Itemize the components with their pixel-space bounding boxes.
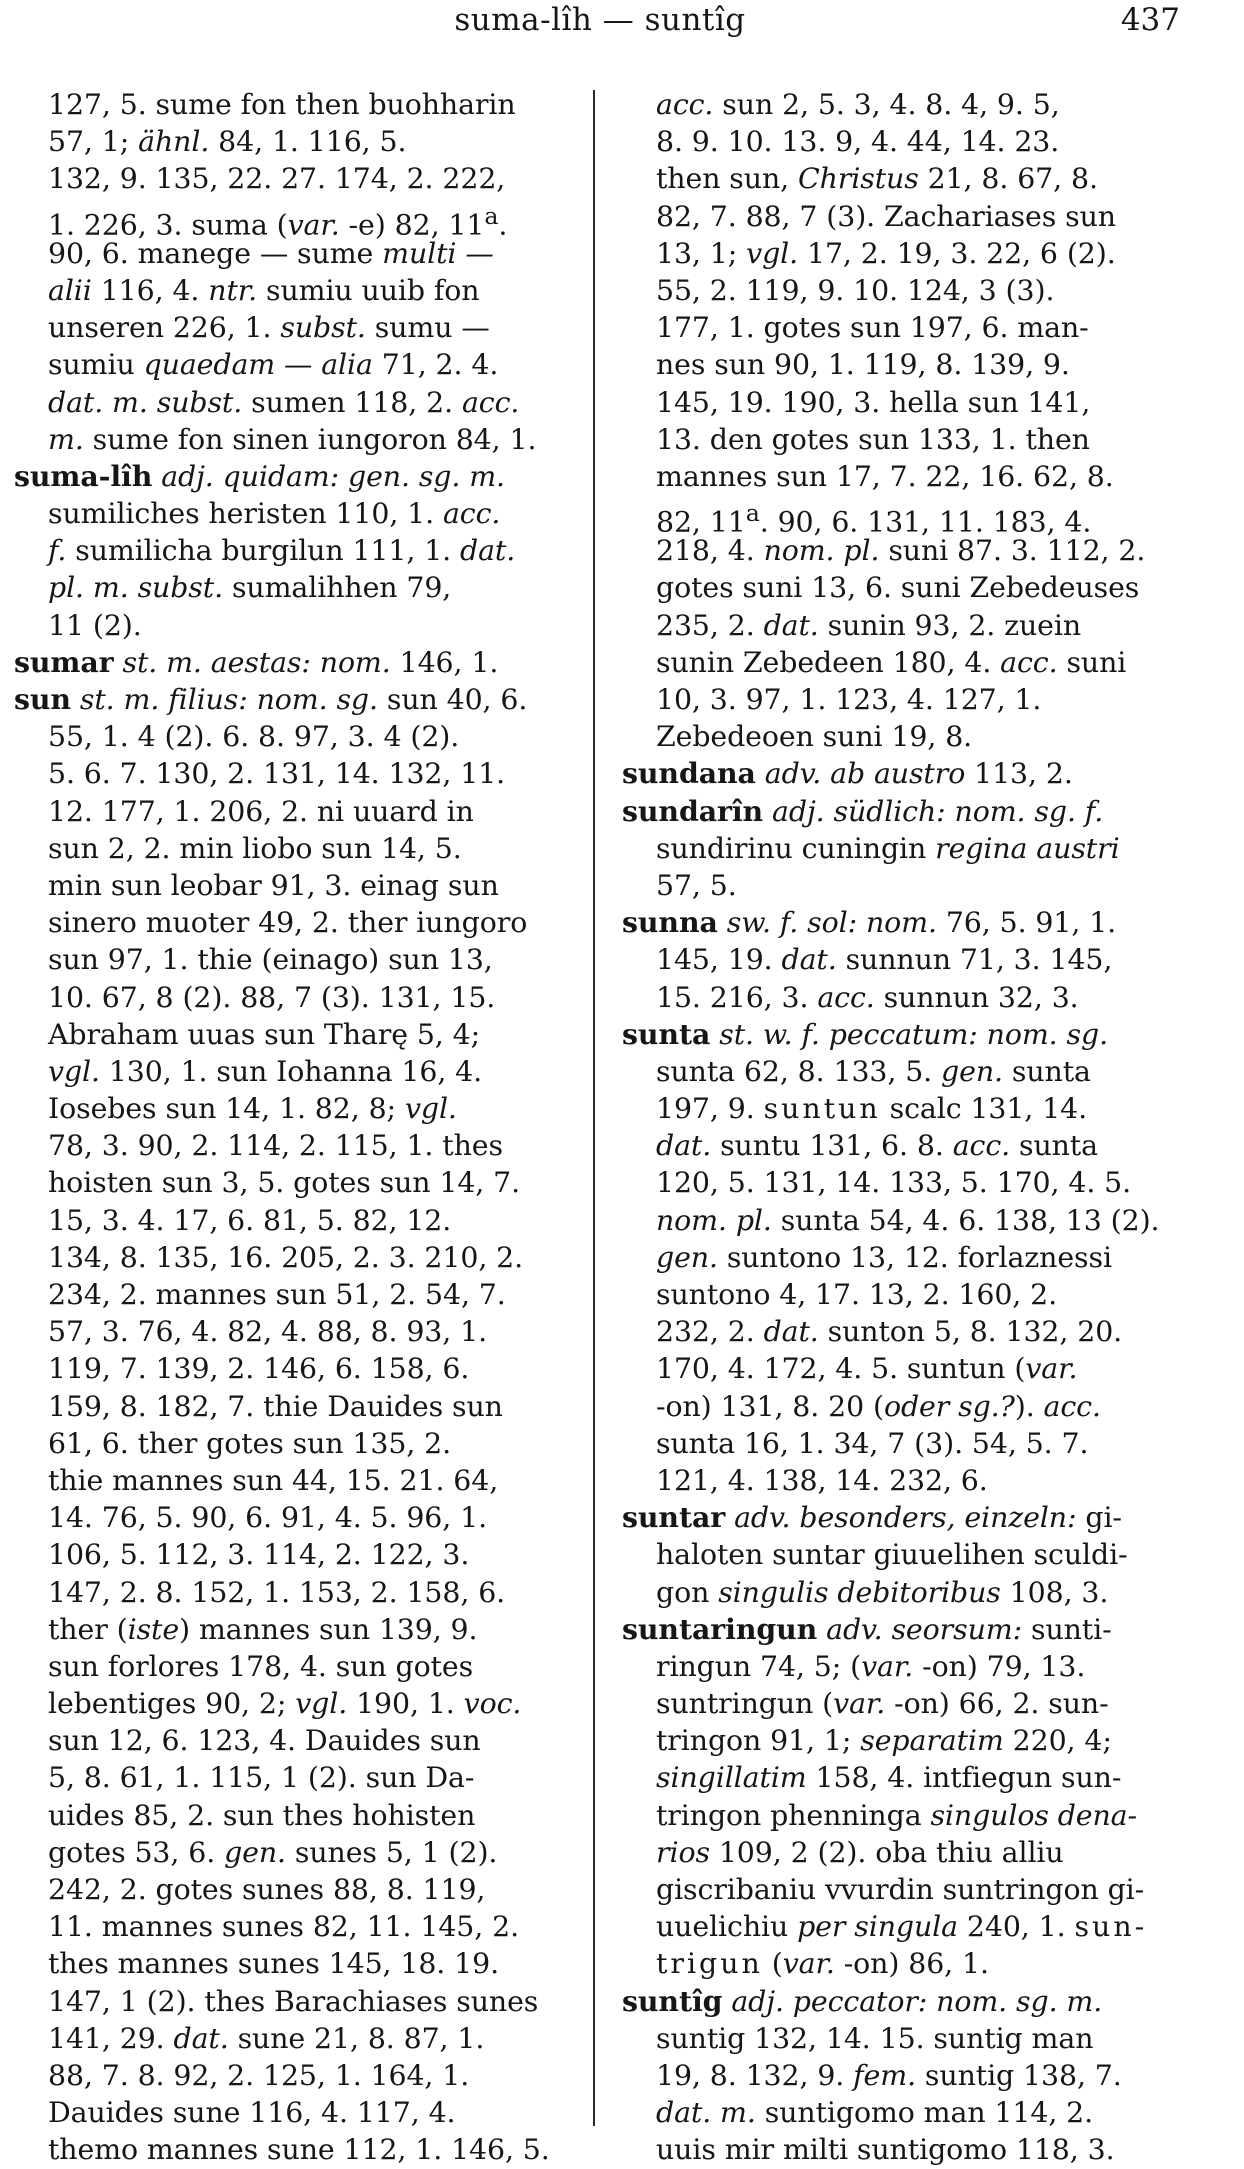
entry-line: 12. 177, 1. 206, 2. ni uuard in	[48, 794, 474, 828]
entry-line: Abraham uuas sun Tharę 5, 4;	[48, 1017, 481, 1051]
entry-line: 170, 4. 172, 4. 5. suntun (var.	[656, 1352, 1078, 1386]
entry-line: 8. 9. 10. 13. 9, 4. 44, 14. 23.	[656, 125, 1060, 159]
entry-line: 55, 2. 119, 9. 10. 124, 3 (3).	[656, 273, 1055, 307]
entry-line: min sun leobar 91, 3. einag sun	[48, 868, 499, 902]
entry-line: Zebedeoen suni 19, 8.	[656, 720, 973, 754]
entry-line: 90, 6. manege — sume multi —	[48, 236, 494, 270]
entry-line: nom. pl. sunta 54, 4. 6. 138, 13 (2).	[656, 1203, 1160, 1237]
entry-line: lebentiges 90, 2; vgl. 190, 1. voc.	[48, 1687, 522, 1721]
entry-line: alii 116, 4. ntr. sumiu uuib fon	[48, 273, 480, 307]
entry-line: 159, 8. 182, 7. thie Dauides sun	[48, 1389, 503, 1423]
entry-line: 11. mannes sunes 82, 11. 145, 2.	[48, 1910, 519, 1944]
entry-line: mannes sun 17, 7. 22, 16. 62, 8.	[656, 459, 1114, 493]
entry-line: giscribaniu vvurdin suntringon gi-	[656, 1873, 1145, 1906]
entry-line: 15, 3. 4. 17, 6. 81, 5. 82, 12.	[48, 1203, 452, 1237]
headword-line: sunta st. w. f. peccatum: nom. sg.	[622, 1016, 1108, 1051]
headword-line: sun st. m. filius: nom. sg. sun 40, 6.	[14, 682, 528, 716]
entry-line: tringon 91, 1; separatim 220, 4;	[656, 1724, 1112, 1758]
entry-line: 234, 2. mannes sun 51, 2. 54, 7.	[48, 1278, 506, 1311]
entry-line: f. sumilicha burgilun 111, 1. dat.	[48, 534, 516, 568]
entry-line: unseren 226, 1. subst. sumu —	[48, 311, 490, 345]
entry-line: sumiliches heristen 110, 1. acc.	[48, 497, 501, 531]
entry-line: 5. 6. 7. 130, 2. 131, 14. 132, 11.	[48, 757, 506, 791]
headword-line: suntaringun adv. seorsum: sunti-	[622, 1611, 1112, 1646]
entry-line: gon singulis debitoribus 108, 3.	[656, 1575, 1109, 1609]
entry-line: 242, 2. gotes sunes 88, 8. 119,	[48, 1873, 486, 1906]
entry-line: 120, 5. 131, 14. 133, 5. 170, 4. 5.	[656, 1166, 1132, 1200]
entry-line: pl. m. subst. sumalihhen 79,	[48, 571, 452, 605]
entry-line: ther (iste) mannes sun 139, 9.	[48, 1612, 478, 1646]
entry-line: uuis mir milti suntigomo 118, 3.	[656, 2133, 1115, 2167]
entry-line: 1. 226, 3. suma (var. -e) 82, 11$^a$.	[48, 201, 508, 242]
entry-line: sinero muoter 49, 2. ther iungoro	[48, 906, 528, 940]
entry-line: 82, 11$^a$. 90, 6. 131, 11. 183, 4.	[656, 499, 1092, 539]
entry-line: 11 (2).	[48, 608, 142, 642]
entry-line: suntringun (var. -on) 66, 2. sun-	[656, 1687, 1109, 1721]
entry-line: then sun, Christus 21, 8. 67, 8.	[656, 162, 1098, 196]
entry-line: m. sume fon sinen iungoron 84, 1.	[48, 422, 537, 456]
entry-line: haloten suntar giuuelihen sculdi-	[656, 1538, 1128, 1572]
entry-line: uuelichiu per singula 240, 1. sun-	[656, 1910, 1148, 1944]
entry-line: 235, 2. dat. sunin 93, 2. zuein	[656, 608, 1082, 642]
entry-line: gotes 53, 6. gen. sunes 5, 1 (2).	[48, 1835, 498, 1869]
right-column	[622, 86, 1184, 2167]
entry-line: 82, 7. 88, 7 (3). Zachariases sun	[656, 199, 1116, 233]
entry-line: sunin Zebedeen 180, 4. acc. suni	[656, 645, 1127, 679]
headword-line: suntar adv. besonders, einzeln: gi-	[622, 1500, 1122, 1535]
entry-line: uides 85, 2. sun thes hohisten	[48, 1798, 476, 1832]
entry-line: themo mannes sune 112, 1. 146, 5.	[48, 2133, 550, 2167]
entry-line: 15. 216, 3. acc. sunnun 32, 3.	[656, 980, 1079, 1014]
entry-line: 106, 5. 112, 3. 114, 2. 122, 3.	[48, 1538, 470, 1572]
entry-line: 55, 1. 4 (2). 6. 8. 97, 3. 4 (2).	[48, 720, 460, 754]
entry-line: suntono 4, 17. 13, 2. 160, 2.	[656, 1278, 1058, 1311]
entry-line: 19, 8. 132, 9. fem. suntig 138, 7.	[656, 2058, 1122, 2092]
entry-line: rios 109, 2 (2). oba thiu alliu	[656, 1835, 1064, 1869]
entry-line: gotes suni 13, 6. suni Zebedeuses	[656, 571, 1140, 605]
entry-line: 145, 19. 190, 3. hella sun 141,	[656, 385, 1091, 419]
running-head: suma-lîh — suntîg	[454, 2, 746, 38]
entry-line: sunta 62, 8. 133, 5. gen. sunta	[656, 1054, 1091, 1088]
entry-line: 147, 2. 8. 152, 1. 153, 2. 158, 6.	[48, 1575, 506, 1609]
entry-line: sun 2, 2. min liobo sun 14, 5.	[48, 831, 462, 865]
entry-line: 121, 4. 138, 14. 232, 6.	[656, 1463, 988, 1497]
entry-line: 88, 7. 8. 92, 2. 125, 1. 164, 1.	[48, 2058, 470, 2092]
left-column	[14, 86, 580, 2167]
entry-line: trigun (var. -on) 86, 1.	[656, 1947, 989, 1981]
entry-line: sun 97, 1. thie (einago) sun 13,	[48, 943, 493, 977]
entry-line: 141, 29. dat. sune 21, 8. 87, 1.	[48, 2021, 485, 2055]
entry-line: 119, 7. 139, 2. 146, 6. 158, 6.	[48, 1352, 470, 1386]
entry-line: 177, 1. gotes sun 197, 6. man-	[656, 311, 1089, 345]
entry-line: 61, 6. ther gotes sun 135, 2.	[48, 1426, 452, 1460]
entry-line: vgl. 130, 1. sun Iohanna 16, 4.	[48, 1054, 483, 1088]
headword-line: suntîg adj. peccator: nom. sg. m.	[622, 1983, 1103, 2018]
entry-line: sumiu quaedam — alia 71, 2. 4.	[48, 348, 499, 382]
entry-line: 232, 2. dat. sunton 5, 8. 132, 20.	[656, 1315, 1123, 1349]
entry-line: tringon phenninga singulos dena-	[656, 1798, 1137, 1832]
entry-line: dat. m. subst. sumen 118, 2. acc.	[48, 385, 520, 419]
entry-line: sunta 16, 1. 34, 7 (3). 54, 5. 7.	[656, 1426, 1089, 1460]
entry-line: -on) 131, 8. 20 (oder sg.?). acc.	[656, 1389, 1101, 1423]
entry-line: sun 12, 6. 123, 4. Dauides sun	[48, 1724, 481, 1758]
entry-line: nes sun 90, 1. 119, 8. 139, 9.	[656, 348, 1070, 382]
headword-line: sundarîn adj. südlich: nom. sg. f.	[622, 793, 1104, 828]
entry-line: 132, 9. 135, 22. 27. 174, 2. 222,	[48, 162, 506, 196]
entry-line: 57, 1; ähnl. 84, 1. 116, 5.	[48, 125, 407, 159]
entry-line: dat. m. suntigomo man 114, 2.	[656, 2096, 1094, 2130]
entry-line: Dauides sune 116, 4. 117, 4.	[48, 2096, 456, 2130]
entry-line: 5, 8. 61, 1. 115, 1 (2). sun Da-	[48, 1761, 475, 1795]
entry-line: gen. suntono 13, 12. forlaznessi	[656, 1240, 1112, 1274]
entry-line: 10, 3. 97, 1. 123, 4. 127, 1.	[656, 683, 1042, 716]
entry-line: 147, 1 (2). thes Barachiases sunes	[48, 1984, 539, 2018]
headword-line: sumar st. m. aestas: nom. 146, 1.	[14, 644, 499, 679]
entry-line: 218, 4. nom. pl. suni 87. 3. 112, 2.	[656, 534, 1146, 568]
column-divider	[593, 90, 595, 2126]
entry-line: Iosebes sun 14, 1. 82, 8; vgl.	[48, 1092, 457, 1126]
entry-line: 145, 19. dat. sunnun 71, 3. 145,	[656, 943, 1113, 977]
entry-line: 127, 5. sume fon then buohharin	[48, 88, 516, 121]
headword-line: suma-lîh adj. quidam: gen. sg. m.	[14, 458, 505, 493]
entry-line: 10. 67, 8 (2). 88, 7 (3). 131, 15.	[48, 980, 496, 1014]
entry-line: suntig 132, 14. 15. suntig man	[656, 2021, 1094, 2055]
entry-line: 14. 76, 5. 90, 6. 91, 4. 5. 96, 1.	[48, 1501, 488, 1535]
entry-line: sun forlores 178, 4. sun gotes	[48, 1649, 474, 1683]
entry-line: 13, 1; vgl. 17, 2. 19, 3. 22, 6 (2).	[656, 236, 1116, 270]
entry-line: thie mannes sun 44, 15. 21. 64,	[48, 1463, 499, 1497]
entry-line: 78, 3. 90, 2. 114, 2. 115, 1. thes	[48, 1129, 503, 1163]
entry-line: sundirinu cuningin regina austri	[656, 831, 1120, 865]
entry-line: 57, 3. 76, 4. 82, 4. 88, 8. 93, 1.	[48, 1315, 488, 1349]
page-number: 437	[1120, 2, 1180, 38]
entry-line: thes mannes sunes 145, 18. 19.	[48, 1947, 500, 1981]
entry-line: ringun 74, 5; (var. -on) 79, 13.	[656, 1649, 1086, 1683]
entry-line: 13. den gotes sun 133, 1. then	[656, 422, 1090, 456]
headword-line: sundana adv. ab austro 113, 2.	[622, 756, 1073, 791]
entry-line: hoisten sun 3, 5. gotes sun 14, 7.	[48, 1166, 521, 1200]
entry-line: 57, 5.	[656, 868, 737, 902]
headword-line: sunna sw. f. sol: nom. 76, 5. 91, 1.	[622, 905, 1117, 940]
entry-line: singillatim 158, 4. intfiegun sun-	[656, 1761, 1122, 1795]
entry-line: 134, 8. 135, 16. 205, 2. 3. 210, 2.	[48, 1240, 524, 1274]
entry-line: dat. suntu 131, 6. 8. acc. sunta	[656, 1129, 1098, 1163]
entry-line: acc. sun 2, 5. 3, 4. 8. 4, 9. 5,	[656, 88, 1060, 121]
entry-line: 197, 9. suntun scalc 131, 14.	[656, 1092, 1088, 1126]
